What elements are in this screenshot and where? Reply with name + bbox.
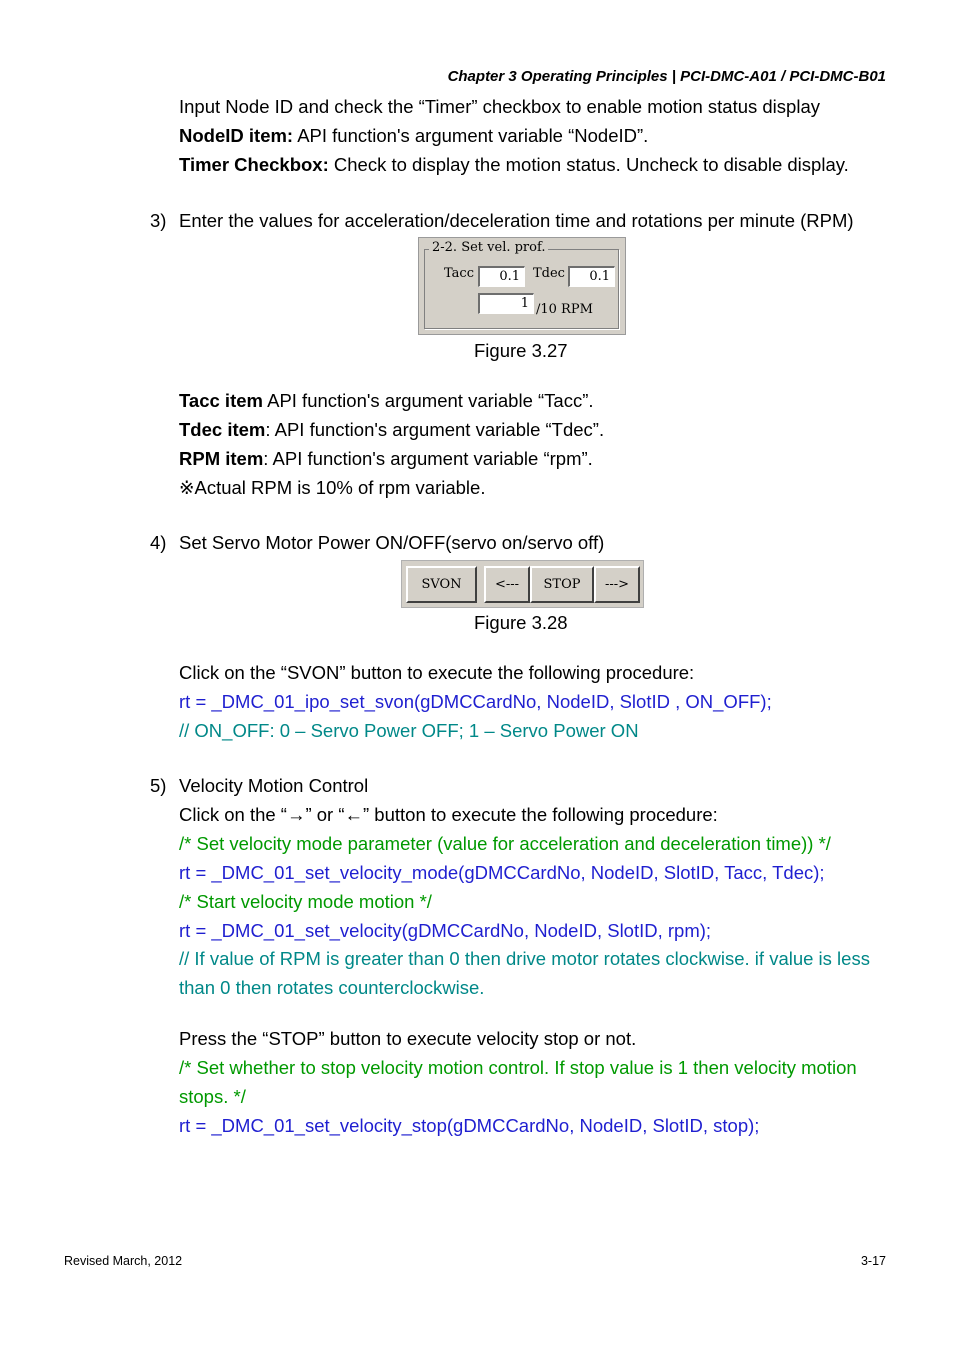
figure-3-27-caption: Figure 3.27 [474,340,568,361]
stop-button[interactable]: STOP [530,566,594,603]
velocity-profile-groupbox [424,249,619,329]
velocity-click-text: Click on the “→” or “←” button to execute the following procedure: [179,804,718,825]
timer-description [179,150,849,179]
footer-revision: Revised March, 2012 [64,1254,183,1268]
tdec-item-label: Tdec item [179,419,266,440]
tdec-label: Tdec [533,266,565,281]
velocity-start-comment: /* Start velocity mode motion */ [179,891,432,912]
page-number: 3-17 [860,1254,886,1268]
tacc-input[interactable]: 0.1 [478,266,525,287]
figure-3-28-caption: Figure 3.28 [474,612,568,633]
rpm-item-label: RPM item [179,448,264,469]
step-4-text: Set Servo Motor Power ON/OFF(servo on/servo off) [179,532,605,553]
velocity-profile-group-title: 2-2. Set vel. prof. [429,240,548,255]
svon-code-line: rt = _DMC_01_ipo_set_svon(gDMCCardNo, NodeID, SlotID , ON_OFF); [179,691,772,712]
tacc-label: Tacc [444,266,474,281]
velocity-mode-code: rt = _DMC_01_set_velocity_mode(gDMCCardNo, NodeID, SlotID, Tacc, Tdec); [179,862,825,883]
step-4-number: 4) [150,532,167,553]
stop-comment-2: stops. */ [179,1086,246,1107]
step-5-text: Velocity Motion Control [179,775,369,796]
rpm-unit-label: /10 RPM [536,302,593,317]
velocity-mode-comment: /* Set velocity mode parameter (value for acceleration and deceleration time)) */ [179,833,831,854]
tacc-item-label: Tacc item [179,390,263,411]
timer-label: Timer Checkbox: [179,154,329,175]
tdec-description [179,415,604,444]
timer-text: Check to display the motion status. Uncheck to disable display. [328,154,849,175]
stop-comment-1: /* Set whether to stop velocity motion control. If stop value is 1 then velocity motion [179,1057,857,1078]
rpm-note: ※Actual RPM is 10% of rpm variable. [179,477,486,498]
velocity-right-button[interactable]: ---> [594,566,640,603]
nodeid-text: API function's argument variable “NodeID”. [293,125,649,146]
rpm-item-text: : API function's argument variable “rpm”. [263,448,593,469]
tacc-item-text: API function's argument variable “Tacc”. [262,390,594,411]
rpm-description [179,444,593,473]
rpm-direction-comment-2: than 0 then rotates counterclockwise. [179,977,485,998]
page-header: Chapter 3 Operating Principles | PCI-DMC-A01 / PCI-DMC-B01 [447,68,886,85]
svon-button[interactable]: SVON [406,566,477,603]
tdec-item-text: : API function's argument variable “Tdec”. [265,419,605,440]
step-3-text: Enter the values for acceleration/deceleration time and rotations per minute (RPM) [179,210,854,231]
rpm-direction-comment-1: // If value of RPM is greater than 0 then drive motor rotates clockwise. if value is less [179,948,870,969]
step-3-number: 3) [150,210,167,231]
intro-line: Input Node ID and check the “Timer” checkbox to enable motion status display [179,96,820,117]
svon-click-text: Click on the “SVON” button to execute the following procedure: [179,662,695,683]
velocity-left-button[interactable]: <--- [484,566,530,603]
step-5-number: 5) [150,775,167,796]
nodeid-description [179,121,648,150]
velocity-start-code: rt = _DMC_01_set_velocity(gDMCCardNo, NodeID, SlotID, rpm); [179,920,712,941]
tacc-description [179,386,594,415]
servo-button-bar [401,560,644,608]
tdec-input[interactable]: 0.1 [568,266,615,287]
svon-comment-line: // ON_OFF: 0 – Servo Power OFF; 1 – Servo Power ON [179,720,639,741]
nodeid-label: NodeID item: [179,125,294,146]
velocity-profile-panel [418,237,626,335]
stop-press-text: Press the “STOP” button to execute velocity stop or not. [179,1028,637,1049]
velocity-stop-code: rt = _DMC_01_set_velocity_stop(gDMCCardNo, NodeID, SlotID, stop); [179,1115,760,1136]
rpm-input[interactable]: 1 [478,293,534,314]
